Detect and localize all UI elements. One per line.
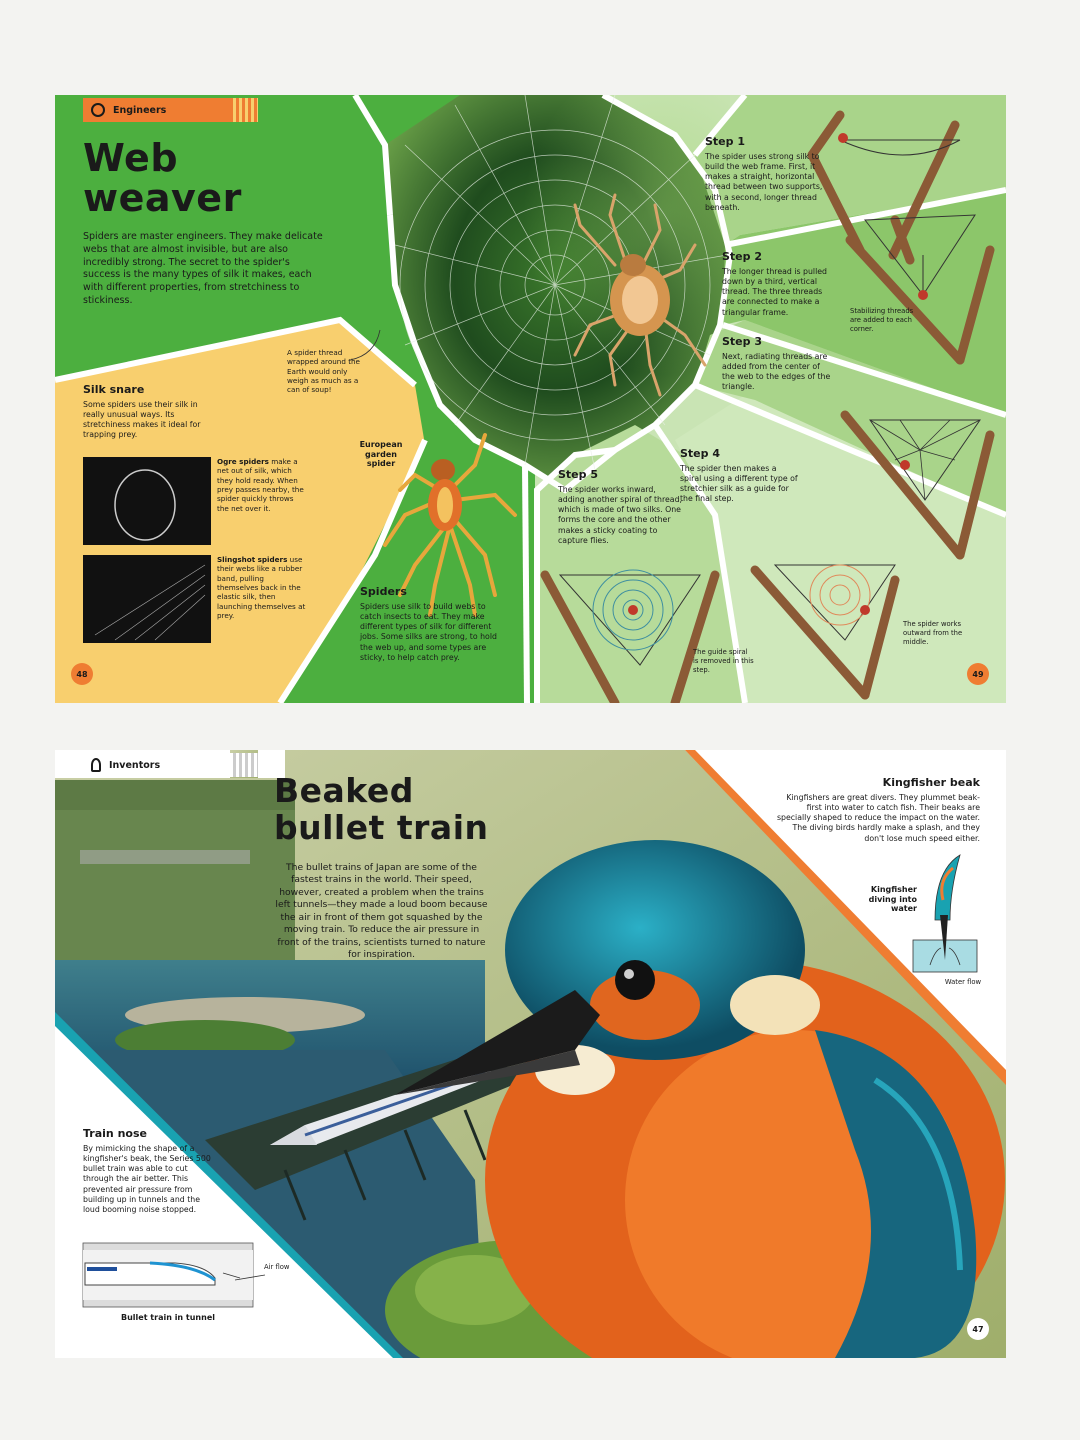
earth-callout: A spider thread wrapped around the Earth would only weigh as much as a can of soup! — [287, 348, 360, 395]
tunnel-caption: Bullet train in tunnel — [120, 1313, 215, 1322]
train-tunnel-diagram — [83, 1243, 265, 1307]
outward-note: The spider works outward from the middle. — [903, 620, 963, 646]
silk-snare-box: Silk snare Some spiders use their silk in really unusual ways. Its stretchiness makes it ideal for trapping prey. — [83, 383, 201, 440]
page-number-left: 48 — [71, 663, 93, 685]
step-1: Step 1 The spider uses strong silk to build the web frame. First, it makes a straight, horizontal thread between two supports, with a second, longer thread beneath. — [705, 135, 823, 212]
bullet-train-spread — [55, 750, 1006, 1358]
step-3: Step 3 Next, radiating threads are added from the center of the web to the edges of the triangle. — [722, 335, 831, 392]
ogre-spider-caption: Ogre spiders make a net out of silk, which they hold ready. When prey passes nearby, the spider quickly throws the net over it. — [217, 457, 304, 513]
intro-text: Spiders are master engineers. They make delicate webs that are almost invisible, but are also incredibly strong. The secret to the spider's success is the many types of silk it makes, each with different properties, from stretchiness to stickiness. — [83, 231, 323, 307]
page-title-2: Beaked bullet train — [274, 771, 489, 848]
web-weaver-spread — [55, 95, 1006, 703]
slingshot-spider-photo — [83, 555, 211, 643]
tag-stripes-2 — [230, 753, 258, 777]
tag-stripes — [230, 98, 258, 122]
step-5: Step 5 The spider works inward, adding another spiral of thread, which is made of two silks. One forms the core and the other makes a sticky coating to capture flies. — [558, 468, 683, 545]
air-flow-label: Air flow — [264, 1263, 290, 1271]
water-flow-label: Water flow — [944, 978, 982, 986]
kingfisher-beak-box: Kingfisher beak Kingfishers are great divers. They plummet beak-first into water to catch fish. Their beaks are specially shaped to reduce the impact on the water. The diving birds hardly make a splash, and they don't lose much speed either. — [776, 776, 980, 843]
gear-icon — [91, 103, 105, 117]
page-number-right: 49 — [967, 663, 989, 685]
section-tag-engineers: Engineers — [83, 98, 258, 122]
step-4: Step 4 The spider then makes a spiral using a different type of stretchier silk as a guide for the final step. — [680, 447, 798, 504]
section-tag-inventors: Inventors — [83, 753, 228, 777]
european-spider-label: European garden spider — [359, 440, 403, 469]
guide-spiral-note: The guide spiral is removed in this step. — [693, 648, 754, 674]
stabilizing-note: Stabilizing threads are added to each corner. — [850, 307, 914, 333]
kingfisher-diving-label: Kingfisher diving into water — [868, 885, 917, 914]
slingshot-spider-caption: Slingshot spiders use their webs like a rubber band, pulling themselves back in the elastic silk, then launching themselves at prey. — [217, 555, 306, 621]
page-number-47: 47 — [967, 1318, 989, 1340]
page-title: Web weaver — [83, 136, 242, 221]
spiders-box: Spiders Spiders use silk to build webs to catch insects to eat. They make different types of silk for different jobs. Some silks are strong, to hold the web up, and some types are sticky, to help catch prey. — [360, 585, 497, 662]
train-nose-box: Train nose By mimicking the shape of a kingfisher's beak, the Series 500 bullet train was able to cut through the air better. This prevented air pressure from building up in tunnels and the loud booming noise stopped. — [83, 1127, 211, 1214]
lightbulb-icon — [91, 758, 101, 772]
step-2: Step 2 The longer thread is pulled down by a third, vertical thread. The three threads are connected to make a triangular frame. — [722, 250, 827, 317]
intro-text-2: The bullet trains of Japan are some of the fastest trains in the world. Their speed, however, created a problem when the trains left tunnels—they made a loud boom because the air in front of them got squashed by the moving train. To reduce the air pressure in front of the trains, scientists turned to nature for inspiration. — [275, 862, 488, 960]
